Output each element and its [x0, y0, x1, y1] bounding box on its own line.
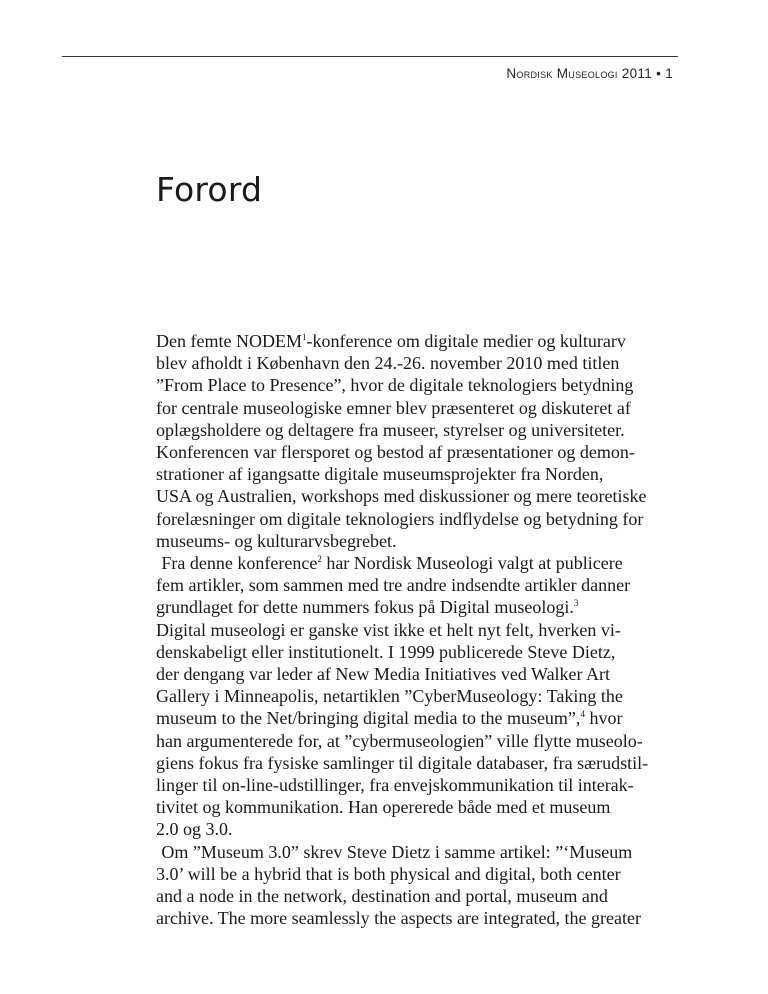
footnote-ref: 2 — [317, 554, 322, 565]
body-line: oplægsholdere og deltagere fra museer, styrelser og universiteter. — [156, 419, 625, 440]
body-line: 2.0 og 3.0. — [156, 819, 233, 840]
body-line: Om ”Museum 3.0” skrev Steve Dietz i samme artikel: ”‘Museum — [161, 841, 633, 862]
body-line: and a node in the network, destination and portal, museum and — [156, 886, 608, 907]
body-line: USA og Australien, workshops med diskussioner og mere teoretiske — [156, 486, 647, 507]
footnote-ref: 4 — [580, 709, 585, 720]
journal-name: Nordisk Museologi — [506, 66, 618, 81]
header-bullet: • — [656, 66, 662, 81]
body-line: Fra denne konference$^2$ har Nordisk Museologi valgt at publicere — [161, 553, 623, 574]
body-line: museum to the Net/bringing digital media to the museum”,$^4$ hvor — [156, 708, 623, 729]
body-line: Den femte NODEM$^1$-konference om digitale medier og kulturarv — [156, 331, 626, 351]
body-line: ”From Place to Presence”, hvor de digitale teknologiers betydning — [156, 375, 634, 396]
journal-year: 2011 — [621, 66, 653, 81]
body-line: grundlaget for dette nummers fokus på Digital museologi.$^3$ — [156, 597, 579, 618]
body-line: giens fokus fra fysiske samlinger til digitale databaser, fra særudstil- — [156, 752, 649, 773]
body-line: linger til on-line-udstillinger, fra envejskommunikation til interak- — [156, 775, 634, 796]
body-line: 3.0’ will be a hybrid that is both physical and digital, both center — [156, 863, 621, 884]
body-line: der dengang var leder af New Media Initiatives ved Walker Art — [156, 664, 611, 685]
body-line: archive. The more seamlessly the aspects are integrated, the greater — [156, 908, 641, 929]
header-rule — [62, 56, 678, 57]
body-line: blev afholdt i København den 24.-26. november 2010 med titlen — [156, 353, 620, 374]
body-text — [156, 330, 716, 929]
body-line: fem artikler, som sammen med tre andre indsendte artikler danner — [156, 575, 631, 596]
body-line: Gallery i Minneapolis, netartiklen ”CyberMuseology: Taking the — [156, 686, 623, 707]
footnote-ref: 1 — [301, 332, 307, 342]
body-line: Konferencen var flersporet og bestod af præsentationer og demon- — [156, 442, 635, 463]
body-line: Digital museologi er ganske vist ikke et helt nyt felt, hverken vi- — [156, 619, 621, 640]
body-line: forelæsninger om digitale teknologiers indflydelse og betydning for — [156, 508, 644, 529]
page-number: 1 — [665, 66, 673, 81]
body-line: tivitet og kommunikation. Han opererede både med et museum — [156, 797, 611, 818]
page-title: Forord — [156, 170, 263, 209]
footnote-ref: 3 — [573, 598, 579, 609]
body-line: strationer af igangsatte digitale museumsprojekter fra Norden, — [156, 464, 604, 485]
body-line: denskabeligt eller institutionelt. I 1999 publicerede Steve Dietz, — [156, 641, 616, 662]
body-line: for centrale museologiske emner blev præsenteret og diskuteret af — [156, 397, 631, 418]
body-line: museums- og kulturarvsbegrebet. — [156, 530, 397, 551]
body-line: han argumenterede for, at ”cybermuseologien” ville flytte museolo- — [156, 730, 643, 751]
running-head — [506, 66, 673, 81]
